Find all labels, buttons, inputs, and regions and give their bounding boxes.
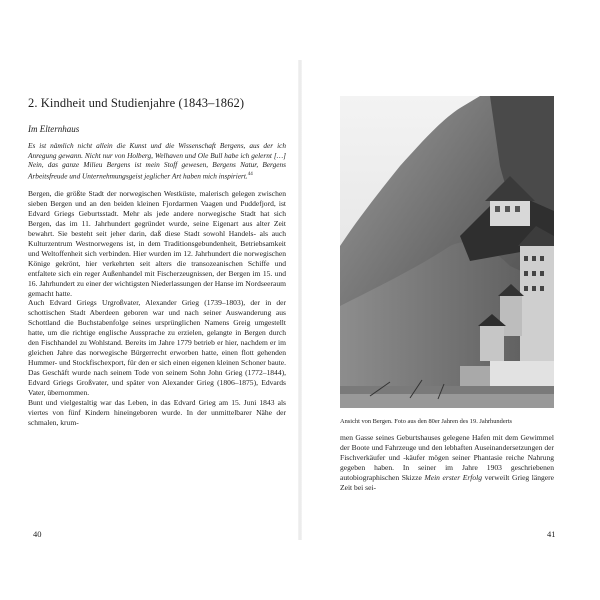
work-title: Mein erster Erfolg [424, 472, 483, 482]
epigraph-quote [28, 141, 286, 181]
text-segment: verweilt Grieg längere Zeit bei sei- [340, 472, 554, 492]
paragraph: Bunt und vielgestaltig war das Leben, in das Edvard Grieg am 15. Juni 1843 als viertes von fünf Kindern hineingeboren wurde. In der unmittelbarer Nähe der schmalen, krum- [28, 398, 286, 427]
body-text [28, 189, 286, 428]
paragraph: Auch Edvard Griegs Urgroßvater, Alexander Grieg (1739–1803), der in der schottischen Stadt Aberdeen geboren war und nach seiner Auswanderung aus Schottland die Buchstabenfolge seines ursprünglichen Namens Greig umgestellt hatte, um die richtige englische Aussprache zu erzielen, gelangte in Bergen durch den Fischhandel zu Wohlstand. Bereits im Jahre 1779 betrieb er hier, nachdem er im gleichen Jahre das norwegische Bürgerrecht erworben hatte, einen flott gehenden Hummer- und Stockfischexport, für den er sich einen eigenen kleinen Schoner baute. Das Geschäft wurde nach seinem Tode von seinem Sohn John Grieg (1772–1844), Edvard Griegs Großvater, und später von Alexander Grieg (1806–1875), Edvards Vater, übernommen. [28, 298, 286, 398]
footnote-marker: 44 [247, 171, 253, 177]
paragraph [340, 433, 554, 493]
section-title: Im Elternhaus [28, 124, 80, 134]
text-segment: men Gasse seines Geburtshauses gelegene Hafen mit dem Gewimmel der Boote und Fahrzeuge und den lebhaften Auseinandersetzungen der Fischverkäufer und -käufer mögen seiner Phantasie reiche Nahrung gegeben haben. In seiner im Jahre 1903 geschriebenen autobiographischen Skizze [340, 433, 554, 482]
page-number-right: 41 [547, 529, 556, 539]
epigraph-quote-text: Es ist nämlich nicht allein die Kunst und die Wissenschaft Bergens, aus der ich Anregung gewann. Nicht nur von Holberg, Welhaven und Ole Bull habe ich gelernt […] Nein, das ganze Milieu Bergens ist mein Stoff gewesen, Bergens Natur, Bergens Arbeitsfreude und Unternehmungsgeist jeglicher Art haben mich inspiriert. [28, 141, 286, 181]
continued-body-text [340, 433, 554, 493]
page-number-left: 40 [33, 529, 42, 539]
chapter-title: 2. Kindheit und Studienjahre (1843–1862) [28, 96, 245, 110]
historic-photo-bergen [340, 96, 554, 408]
paragraph: Bergen, die größte Stadt der norwegischen Westküste, malerisch gelegen zwischen sieben Bergen und an den beiden kleinen Fjordarmen Vaagen und Puddefjord, ist Edvard Griegs Geburtsstadt. Mehr als jede andere norwegische Stadt hat sich Bergen, das im 11. Jahrhundert gegründet wurde, seine Eigenart aus alter Zeit bewahrt. Sie besteht seit jeher darin, daß diese Stadt sowohl Handels- als auch Kulturzentrum Westnorwegens ist, in dem Traditionsgebundenheit, Betriebsamkeit und Weltoffenheit sich verbinden. Hier wurden im 12. Jahrhundert die norwegischen Könige gekrönt, hier verkehrten seit alters die transozeanischen Schiffe und entfaltete sich ein reger Außenhandel mit Fischerzeugnissen, der Bergen im 15. und 16. Jahrhundert zu einer der wichtigsten Niederlassungen der Hanse im Nordseeraum gemacht hatte. [28, 189, 286, 298]
right-page [300, 0, 600, 600]
photo-caption: Ansicht von Bergen. Foto aus den 80er Jahren des 19. Jahrhunderts [340, 418, 513, 425]
